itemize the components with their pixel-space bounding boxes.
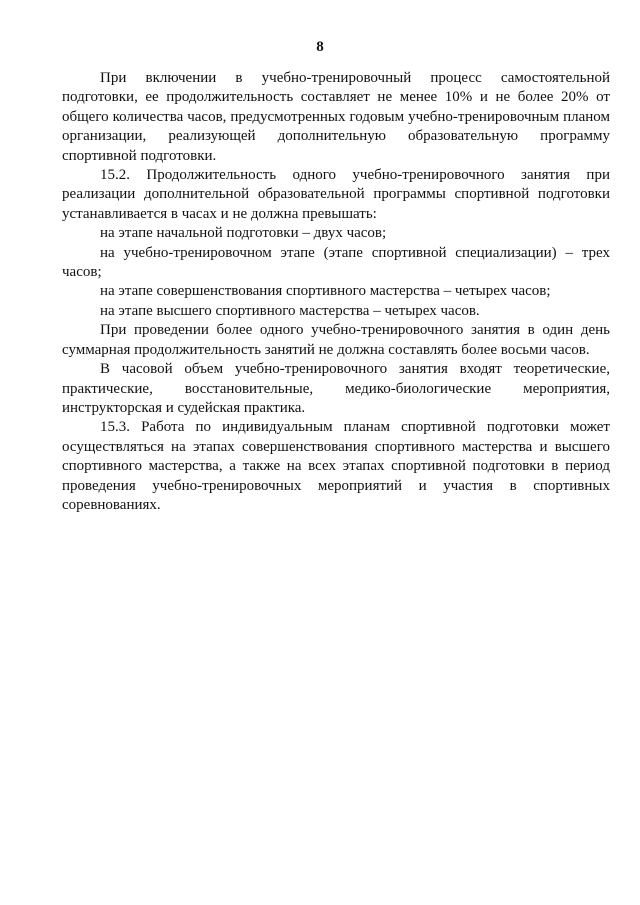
list-item-initial-stage: на этапе начальной подготовки – двух часов;: [100, 225, 387, 242]
paragraph-multiple-sessions: При проведении более одного учебно-тренировочного занятия в один день суммарная продолжительность занятий не должна составлять более восьми часов.: [62, 322, 610, 358]
paragraph-hourly-volume: В часовой объем учебно-тренировочного занятия входят теоретические, практические, восстановительные, медико-биологические мероприятия, инструкторская и судейская практика.: [62, 361, 610, 416]
page-number: 8: [316, 39, 324, 55]
list-item-training-stage: на учебно-тренировочном этапе (этапе спортивной специализации) – трех часов;: [62, 244, 610, 281]
list-item-improvement-stage: на этапе совершенствования спортивного мастерства – четырех часов;: [100, 283, 551, 300]
paragraph-15-3-individual-plans: 15.3. Работа по индивидуальным планам спортивной подготовки может осуществляться на этапах совершенствования спортивного мастерства и высшего спортивного мастерства, а также на всех этапах спортивной подготовки в период проведения учебно-тренировочных мероприятий и участия в спортивных соревнованиях.: [62, 419, 610, 513]
list-item-higher-mastery-stage: на этапе высшего спортивного мастерства – четырех часов.: [100, 302, 480, 319]
paragraph-self-training: При включении в учебно-тренировочный процесс самостоятельной подготовки, ее продолжительность составляет не менее 10% и не более 20% от общего количества часов, предусмотренных годовым учебно-тренировочным планом организации, реализующей дополнительную образовательную программу спортивной подготовки.: [62, 70, 610, 164]
paragraph-15-2-intro: 15.2. Продолжительность одного учебно-тренировочного занятия при реализации дополнительной образовательной программы спортивной подготовки устанавливается в часах и не должна превышать:: [62, 167, 610, 222]
document-body: [62, 69, 610, 515]
